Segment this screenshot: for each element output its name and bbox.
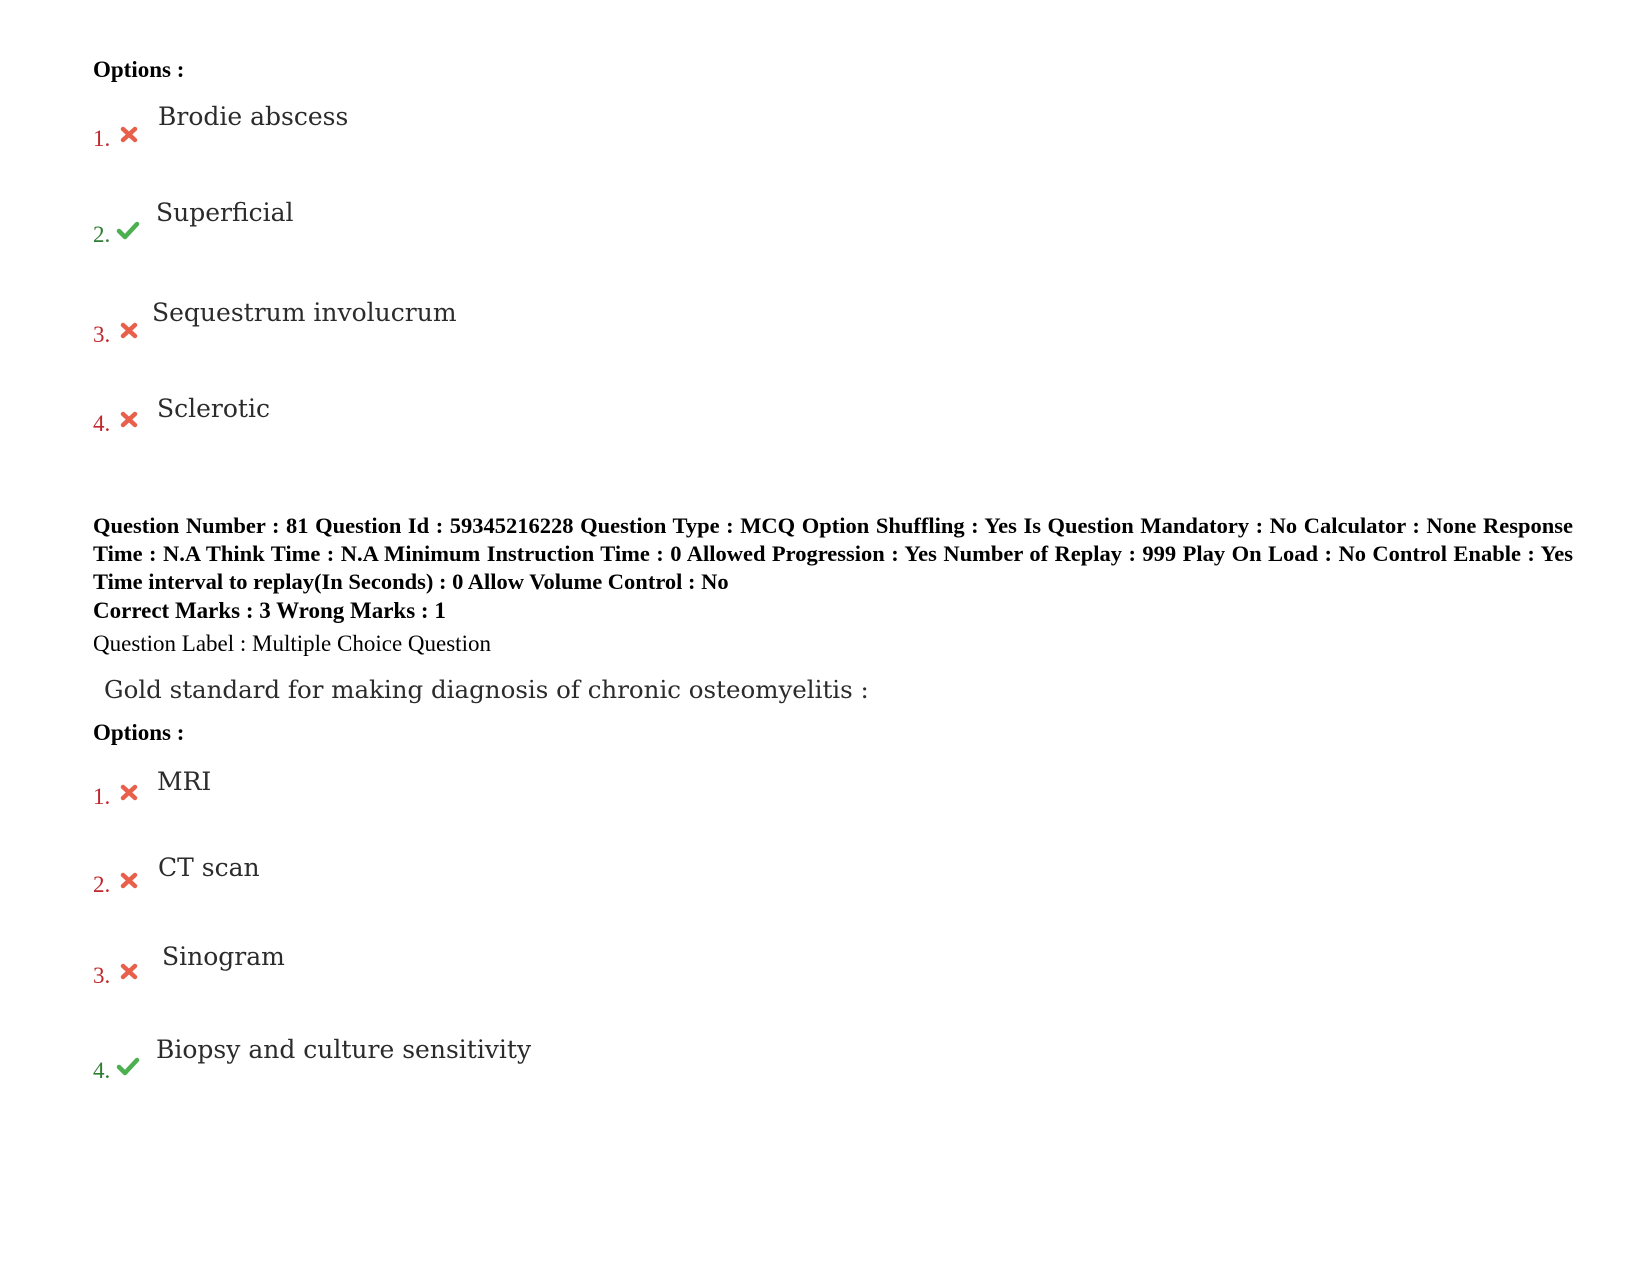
cross-icon [118,782,142,804]
option-text: Biopsy and culture sensitivity [156,1035,532,1064]
option-text: CT scan [158,853,260,882]
question-meta: Question Number : 81 Question Id : 59345216228 Question Type : MCQ Option Shuffling : Yes Is Question Mandatory : No Calculator : None Response Time : N.A Think Time : N.A Minimum Instruction Time : 0 Allowed Progression : Yes Number of Replay : 999 Play On Load : No Control Enable : Yes Time interval to replay(In Seconds) : 0 Allow Volume Control : No [93,513,1573,594]
option-number: 2. [93,222,111,247]
option-number: 1. [93,126,111,151]
cross-icon [118,124,142,146]
option-number: 1. [93,784,111,809]
check-icon [116,219,140,241]
question-text: Gold standard for making diagnosis of chronic osteomyelitis : [104,675,869,704]
option-number: 3. [93,963,111,988]
option-text: Sequestrum involucrum [152,298,457,327]
cross-icon [118,870,142,892]
option-number: 3. [93,322,111,347]
option-number: 4. [93,411,111,436]
question-label: Question Label : Multiple Choice Question [93,631,491,656]
option-number: 4. [93,1058,111,1083]
option-text: MRI [157,767,212,796]
option-number: 2. [93,872,111,897]
check-icon [116,1055,140,1077]
cross-icon [118,320,142,342]
question-marks: Correct Marks : 3 Wrong Marks : 1 [93,598,446,623]
option-text: Sinogram [162,942,285,971]
option-text: Superficial [156,198,294,227]
options-heading: Options : [93,720,185,745]
option-text: Sclerotic [157,394,270,423]
option-text: Brodie abscess [158,102,349,131]
options-heading: Options : [93,57,185,82]
cross-icon [118,409,142,431]
cross-icon [118,961,142,983]
